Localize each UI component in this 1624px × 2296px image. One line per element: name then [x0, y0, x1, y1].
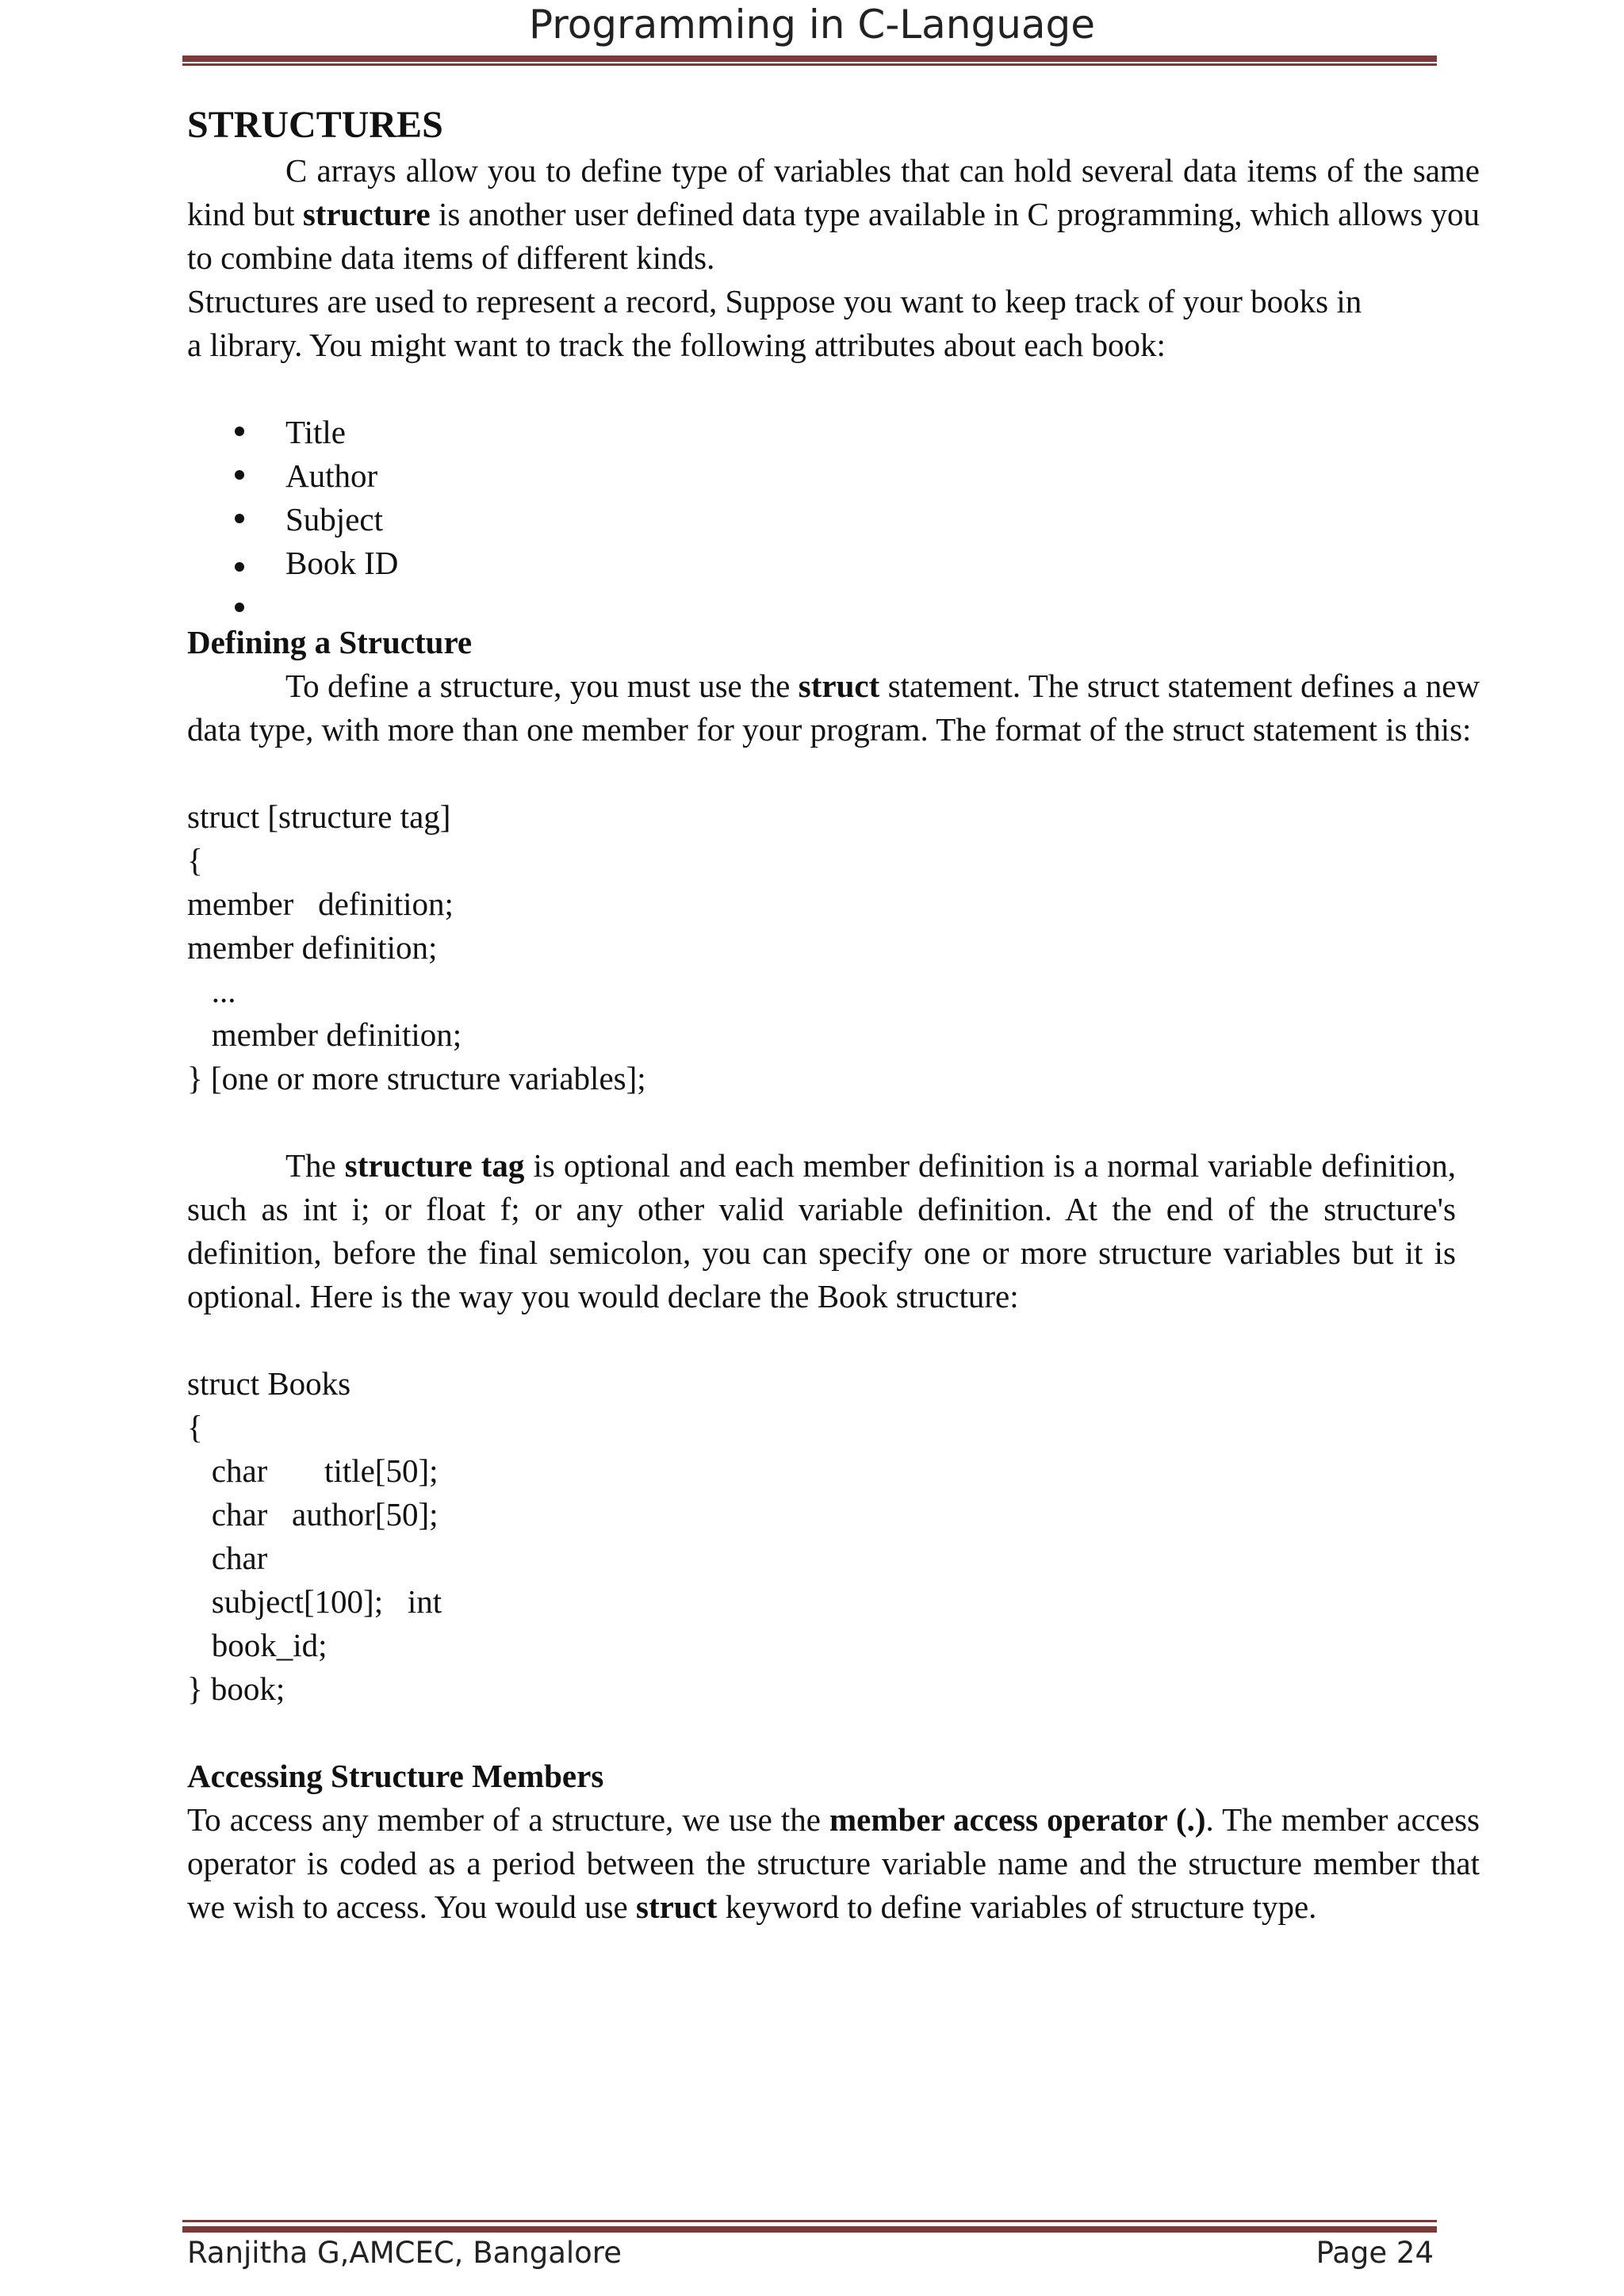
text-run: To access any member of a structure, we use the	[187, 1801, 830, 1838]
attributes-list	[187, 411, 1480, 585]
list-item	[235, 498, 1480, 541]
code-line: struct Books	[187, 1365, 351, 1402]
text-run: is optional and each member definition is a normal variable definition, such as int i; or float f; or any other valid variable definition. At the end of the structure's definition, before the final semicolon, you can specify one or more structure variables but it is optional. Here is the way you would declare the Book structure:	[187, 1147, 1456, 1314]
text-run: keyword to define variables of structure type.	[717, 1888, 1317, 1925]
section-heading-defining: Defining a Structure	[187, 624, 473, 660]
paragraph-accessing	[187, 1798, 1480, 1929]
code-line: struct [structure tag]	[187, 798, 451, 835]
list-item-label: Author	[285, 457, 378, 494]
code-line: } book;	[187, 1670, 285, 1707]
text-run: . The member access operator is coded as a period between the structure variable name and the structure member that we wish to access. You would use	[187, 1801, 1480, 1925]
spacer	[187, 367, 1480, 411]
code-line: char author[50];	[187, 1496, 439, 1533]
footer-rule-thin	[182, 2220, 1437, 2222]
code-line: {	[187, 842, 203, 878]
code-line: subject[100]; int	[187, 1583, 442, 1620]
code-line: {	[187, 1409, 203, 1445]
bold-run: structure	[302, 196, 431, 232]
section-heading-structures: STRUCTURES	[187, 104, 443, 146]
paragraph-record-line-1: Structures are used to represent a record, Suppose you want to keep track of your books in	[187, 283, 1362, 320]
spacer	[187, 1100, 1480, 1144]
spacer	[187, 585, 1480, 621]
bullet-icon	[235, 470, 244, 480]
spacer	[187, 752, 1480, 795]
code-line: member definition;	[187, 929, 438, 966]
text-run: To define a structure, you must use the	[285, 668, 799, 704]
code-line: member definition;	[187, 886, 454, 922]
code-line: char title[50];	[187, 1452, 439, 1489]
list-item	[235, 541, 1480, 585]
text-run: is another user defined data type available in C programming, which allows you to combine data items of different kinds.	[187, 196, 1480, 276]
text-run: The	[285, 1147, 345, 1184]
section-heading-accessing: Accessing Structure Members	[187, 1758, 604, 1794]
paragraph-defining	[187, 664, 1480, 752]
bold-run: struct	[798, 668, 880, 704]
header-title: Programming in C-Language	[528, 2, 1096, 48]
list-item-label: Title	[285, 414, 346, 450]
bullet-icon	[235, 427, 244, 436]
bullet-icon	[235, 562, 244, 572]
bullet-icon	[235, 514, 244, 523]
struct-format-code	[187, 795, 1480, 1100]
code-line: char	[187, 1540, 268, 1576]
books-struct-code	[187, 1362, 1480, 1711]
spacer	[187, 1318, 1480, 1362]
text-run: statement. The struct statement defines a new data type, with more than one member for your program. The format of the struct statement is this:	[187, 668, 1480, 748]
paragraph-structure-tag	[187, 1144, 1456, 1318]
list-item-label: Book ID	[285, 545, 399, 581]
text-run: C arrays allow you to define type of variables that can hold several data items of the same kind but	[187, 152, 1480, 232]
bullet-icon	[235, 603, 244, 612]
spacer	[187, 1711, 1480, 1755]
paragraph-structures-intro	[187, 149, 1480, 280]
list-item	[235, 411, 1480, 454]
code-line: member definition;	[187, 1016, 462, 1053]
page-content	[187, 101, 1480, 1929]
code-line: ...	[187, 973, 236, 1009]
footer-page-number: Page 24	[1316, 2236, 1434, 2270]
header-rule-thin	[182, 63, 1437, 66]
list-item-label: Subject	[285, 501, 383, 538]
footer-rule-thick	[182, 2226, 1437, 2233]
header-rule-thick	[182, 55, 1437, 62]
bold-run: struct	[636, 1888, 718, 1925]
code-line: book_id;	[187, 1627, 327, 1663]
list-item	[235, 454, 1480, 498]
bold-run: member access operator (.)	[829, 1801, 1206, 1838]
code-line: } [one or more structure variables];	[187, 1060, 646, 1096]
bold-run: structure tag	[344, 1147, 525, 1184]
footer-author: Ranjitha G,AMCEC, Bangalore	[187, 2236, 622, 2270]
paragraph-record-line-2: a library. You might want to track the following attributes about each book:	[187, 327, 1166, 363]
